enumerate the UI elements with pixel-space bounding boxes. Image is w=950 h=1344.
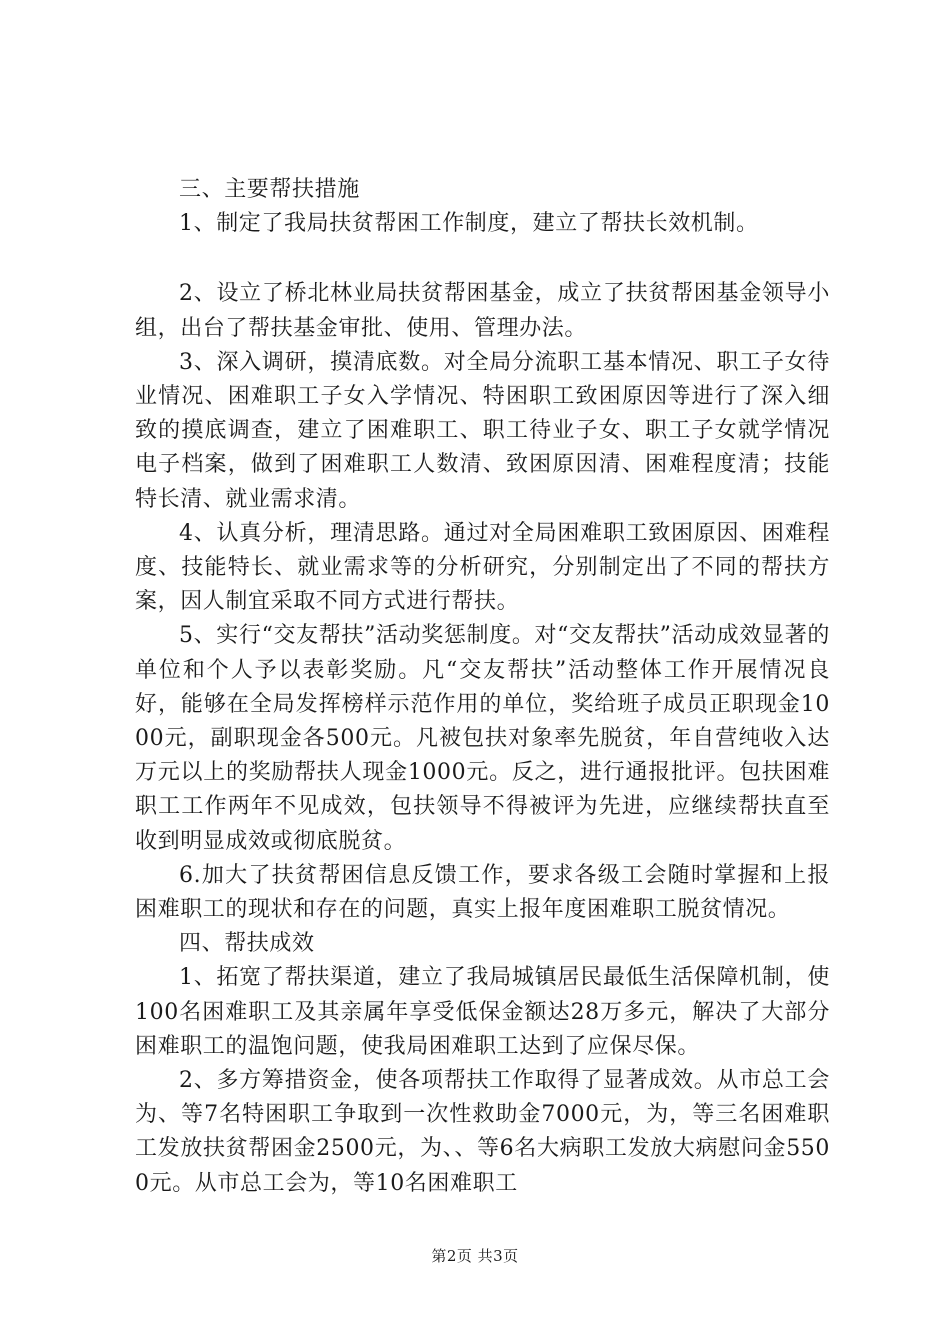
section-heading-results: 四、帮扶成效 (179, 931, 315, 957)
paragraph-measure-2: 2、设立了桥北林业局扶贫帮困基金，成立了扶贫帮困基金领导小组，出台了帮扶基金审批、使用、管理办法。 (135, 281, 830, 341)
section-heading-measures: 三、主要帮扶措施 (179, 177, 360, 202)
document-body (135, 173, 830, 1201)
paragraph-result-2: 2、多方筹措资金，使各项帮扶工作取得了显著成效。从市总工会为、等7名特困职工争取到一次性救助金7000元，为，等三名困难职工发放扶贫帮困金2500元，为、、等6名大病职工发放大病慰问金5500元。从市总工会为，等10名困难职工 (135, 1068, 830, 1196)
paragraph-result-1: 1、拓宽了帮扶渠道，建立了我局城镇居民最低生活保障机制，使100名困难职工及其亲属年享受低保金额达28万多元，解决了大部分困难职工的温饱问题，使我局困难职工达到了应保尽保。 (135, 965, 830, 1059)
paragraph-measure-3: 3、深入调研，摸清底数。对全局分流职工基本情况、职工子女待业情况、困难职工子女入学情况、特困职工致困原因等进行了深入细致的摸底调查，建立了困难职工、职工待业子女、职工子女就学情况电子档案，做到了困难职工人数清、致困原因清、困难程度清；技能特长清、就业需求清。 (135, 349, 830, 512)
paragraph-measure-1: 1、制定了我局扶贫帮困工作制度，建立了帮扶长效机制。 (179, 211, 759, 237)
paragraph-measure-5: 5、实行“交友帮扶”活动奖惩制度。对“交友帮扶”活动成效显著的单位和个人予以表彰奖励。凡“交友帮扶”活动整体工作开展情况良好，能够在全局发挥榜样示范作用的单位，奖给班子成员正职现金1000元，副职现金各500元。凡被包扶对象率先脱贫，年自营纯收入达万元以上的奖励帮扶人现金1000元。反之，进行通报批评。包扶困难职工工作两年不见成效，包扶领导不得被评为先进，应继续帮扶直至收到明显成效或彻底脱贫。 (135, 623, 830, 854)
page-number-footer: 第2页 共3页 (431, 1247, 519, 1265)
paragraph-spacer (135, 241, 830, 277)
paragraph-measure-4: 4、认真分析，理清思路。通过对全局困难职工致困原因、困难程度、技能特长、就业需求等的分析研究，分别制定出了不同的帮扶方案，因人制宜采取不同方式进行帮扶。 (135, 520, 830, 615)
paragraph-measure-6: 6.加大了扶贫帮困信息反馈工作，要求各级工会随时掌握和上报困难职工的现状和存在的问题，真实上报年度困难职工脱贫情况。 (135, 862, 830, 923)
